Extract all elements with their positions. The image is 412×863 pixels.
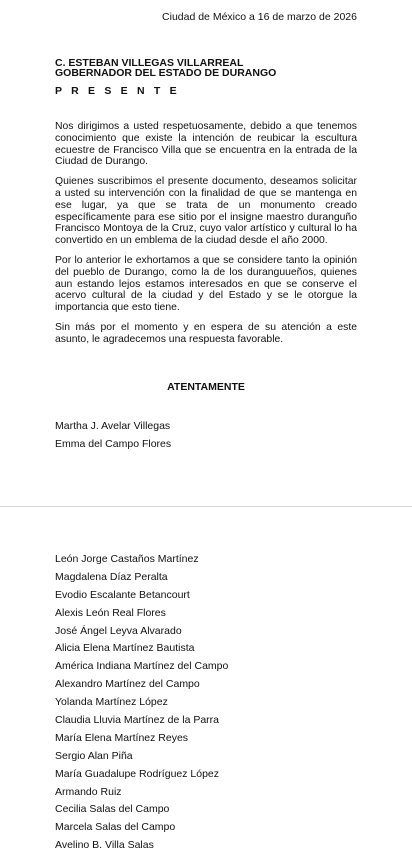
signature-name: Martha J. Avelar Villegas (55, 420, 171, 432)
signature-name: José Ángel Leyva Alvarado (55, 624, 182, 637)
signature-name: Alicia Elena Martínez Bautista (55, 642, 195, 655)
signature-name: Evodio Escalante Betancourt (55, 588, 190, 601)
signature-name: Magdalena Díaz Peralta (55, 570, 168, 583)
signature-name: Alexis León Real Flores (55, 606, 166, 619)
date-line: Ciudad de México a 16 de marzo de 2026 (162, 11, 357, 23)
presente-label: P R E S E N T E (55, 85, 180, 97)
signature-name: Avelino B. Villa Salas (55, 839, 154, 852)
letter-page-2 (0, 507, 412, 863)
paragraph-3: Por lo anterior le exhortamos a que se considere tanto la opinión del pueblo de Durango, como la de los duranguueños, quienes aun estando lejos estamos interesados en que se conserve el acervo cultural de la ciudad y del Estado y se le otorgue la importancia que esto tiene. (55, 254, 357, 314)
signature-name: Armando Ruiz (55, 785, 122, 798)
signature-list (55, 553, 228, 857)
paragraph-2: Quienes suscribimos el presente documento, deseamos solicitar a usted su intervención con la finalidad de que se mantenga en ese lugar, ya que se trata de un monumento creado específicamente para ese sitio por el insigne maestro duranguño Francisco Montoya de la Cruz, cuyo valor artístico y cultural lo ha convertido en un emblema de la ciudad desde el año 2000. (55, 176, 357, 247)
signature-name: Marcela Salas del Campo (55, 821, 176, 834)
signature-name: Claudia Lluvia Martínez de la Parra (55, 714, 220, 727)
signature-name: León Jorge Castaños Martínez (55, 553, 199, 565)
recipient-name: C. ESTEBAN VILLEGAS VILLARREAL (55, 57, 244, 69)
signature-name: Cecilia Salas del Campo (55, 803, 170, 816)
recipient-title: GOBERNADOR DEL ESTADO DE DURANGO (55, 67, 277, 79)
signature-name: Yolanda Martínez López (55, 696, 168, 709)
signature-name: América Indiana Martínez del Campo (55, 660, 229, 673)
signature-name: Sergio Alan Piña (55, 749, 133, 762)
signature-name: María Guadalupe Rodríguez López (55, 767, 220, 780)
paragraph-4: Sin más por el momento y en espera de su atención a este asunto, le agradecemos una respuesta favorable. (55, 321, 357, 345)
signature-name: Alexandro Martínez del Campo (55, 678, 200, 691)
paragraph-1: Nos dirigimos a usted respetuosamente, debido a que tenemos conocimiento que existe la intención de reubicar la escultura ecuestre de Francisco Villa que se encuentra en la entrada de la Ciudad de Durango. (55, 121, 357, 168)
signature-name: María Elena Martínez Reyes (55, 731, 189, 744)
closing-atentamente: ATENTAMENTE (167, 381, 245, 393)
signature-name: Emma del Campo Flores (55, 438, 172, 450)
letter-body (55, 121, 357, 354)
